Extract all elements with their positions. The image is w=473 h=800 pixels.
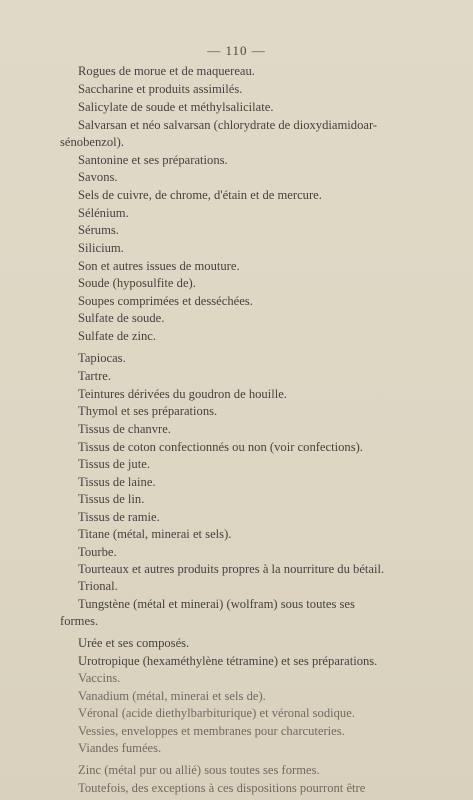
list-item: Tartre. bbox=[78, 369, 112, 383]
list-item: Tungstène (métal et minerai) (wolfram) sous toutes ses bbox=[78, 597, 355, 611]
list-item: Tissus de chanvre. bbox=[78, 422, 171, 436]
list-item: Tissus de lin. bbox=[78, 492, 145, 506]
list-item: Zinc (métal pur ou allié) sous toutes ses formes. bbox=[78, 763, 320, 777]
list-item: Tissus de jute. bbox=[78, 457, 150, 471]
list-item: Santonine et ses préparations. bbox=[78, 153, 228, 167]
list-item: Trional. bbox=[78, 579, 118, 593]
list-item: Rogues de morue et de maquereau. bbox=[78, 64, 255, 78]
list-item: Tapiocas. bbox=[78, 351, 126, 365]
list-item: Tourteaux et autres produits propres à la nourriture du bétail. bbox=[78, 562, 385, 576]
list-item: Véronal (acide diethylbarbiturique) et véronal sodique. bbox=[78, 706, 355, 720]
list-item: Thymol et ses préparations. bbox=[78, 404, 218, 418]
list-item: Tissus de coton confectionnés ou non (voir confections). bbox=[78, 440, 363, 454]
list-item: Vessies, enveloppes et membranes pour charcuteries. bbox=[78, 724, 345, 738]
list-item: Saccharine et produits assimilés. bbox=[78, 82, 243, 96]
list-item: Soude (hyposulfite de). bbox=[78, 276, 196, 290]
list-item: Tissus de laine. bbox=[78, 475, 156, 489]
list-item: Vaccins. bbox=[78, 671, 121, 685]
list-item-continuation: formes. bbox=[60, 614, 99, 628]
paragraph-start: Toutefois, des exceptions à ces dispositions pourront être bbox=[78, 781, 366, 795]
list-item-continuation: sénobenzol). bbox=[60, 135, 124, 149]
list-item: Savons. bbox=[78, 170, 118, 184]
list-item: Urée et ses composés. bbox=[78, 636, 190, 650]
list-item: Sels de cuivre, de chrome, d'étain et de mercure. bbox=[78, 188, 322, 202]
list-item: Sulfate de zinc. bbox=[78, 329, 156, 343]
list-item: Teintures dérivées du goudron de houille. bbox=[78, 387, 287, 401]
list-item: Tissus de ramie. bbox=[78, 510, 160, 524]
list-item: Salicylate de soude et méthylsalicilate. bbox=[78, 100, 274, 114]
list-item: Urotropique (hexaméthylène tétramine) et ses préparations. bbox=[78, 654, 378, 668]
list-item: Silicium. bbox=[78, 241, 124, 255]
page-number: — 110 — bbox=[207, 43, 266, 58]
list-item: Vanadium (métal, minerai et sels de). bbox=[78, 689, 266, 703]
list-item: Sulfate de soude. bbox=[78, 311, 165, 325]
list-item: Tourbe. bbox=[78, 545, 117, 559]
list-item: Son et autres issues de mouture. bbox=[78, 259, 240, 273]
list-item: Salvarsan et néo salvarsan (chlorydrate de dioxydiamidoar- bbox=[78, 118, 378, 132]
list-item: Sélénium. bbox=[78, 206, 129, 220]
list-item: Viandes fumées. bbox=[78, 741, 162, 755]
list-item: Titane (métal, minerai et sels). bbox=[78, 527, 232, 541]
list-item: Sérums. bbox=[78, 223, 119, 237]
list-item: Soupes comprimées et desséchées. bbox=[78, 294, 253, 308]
